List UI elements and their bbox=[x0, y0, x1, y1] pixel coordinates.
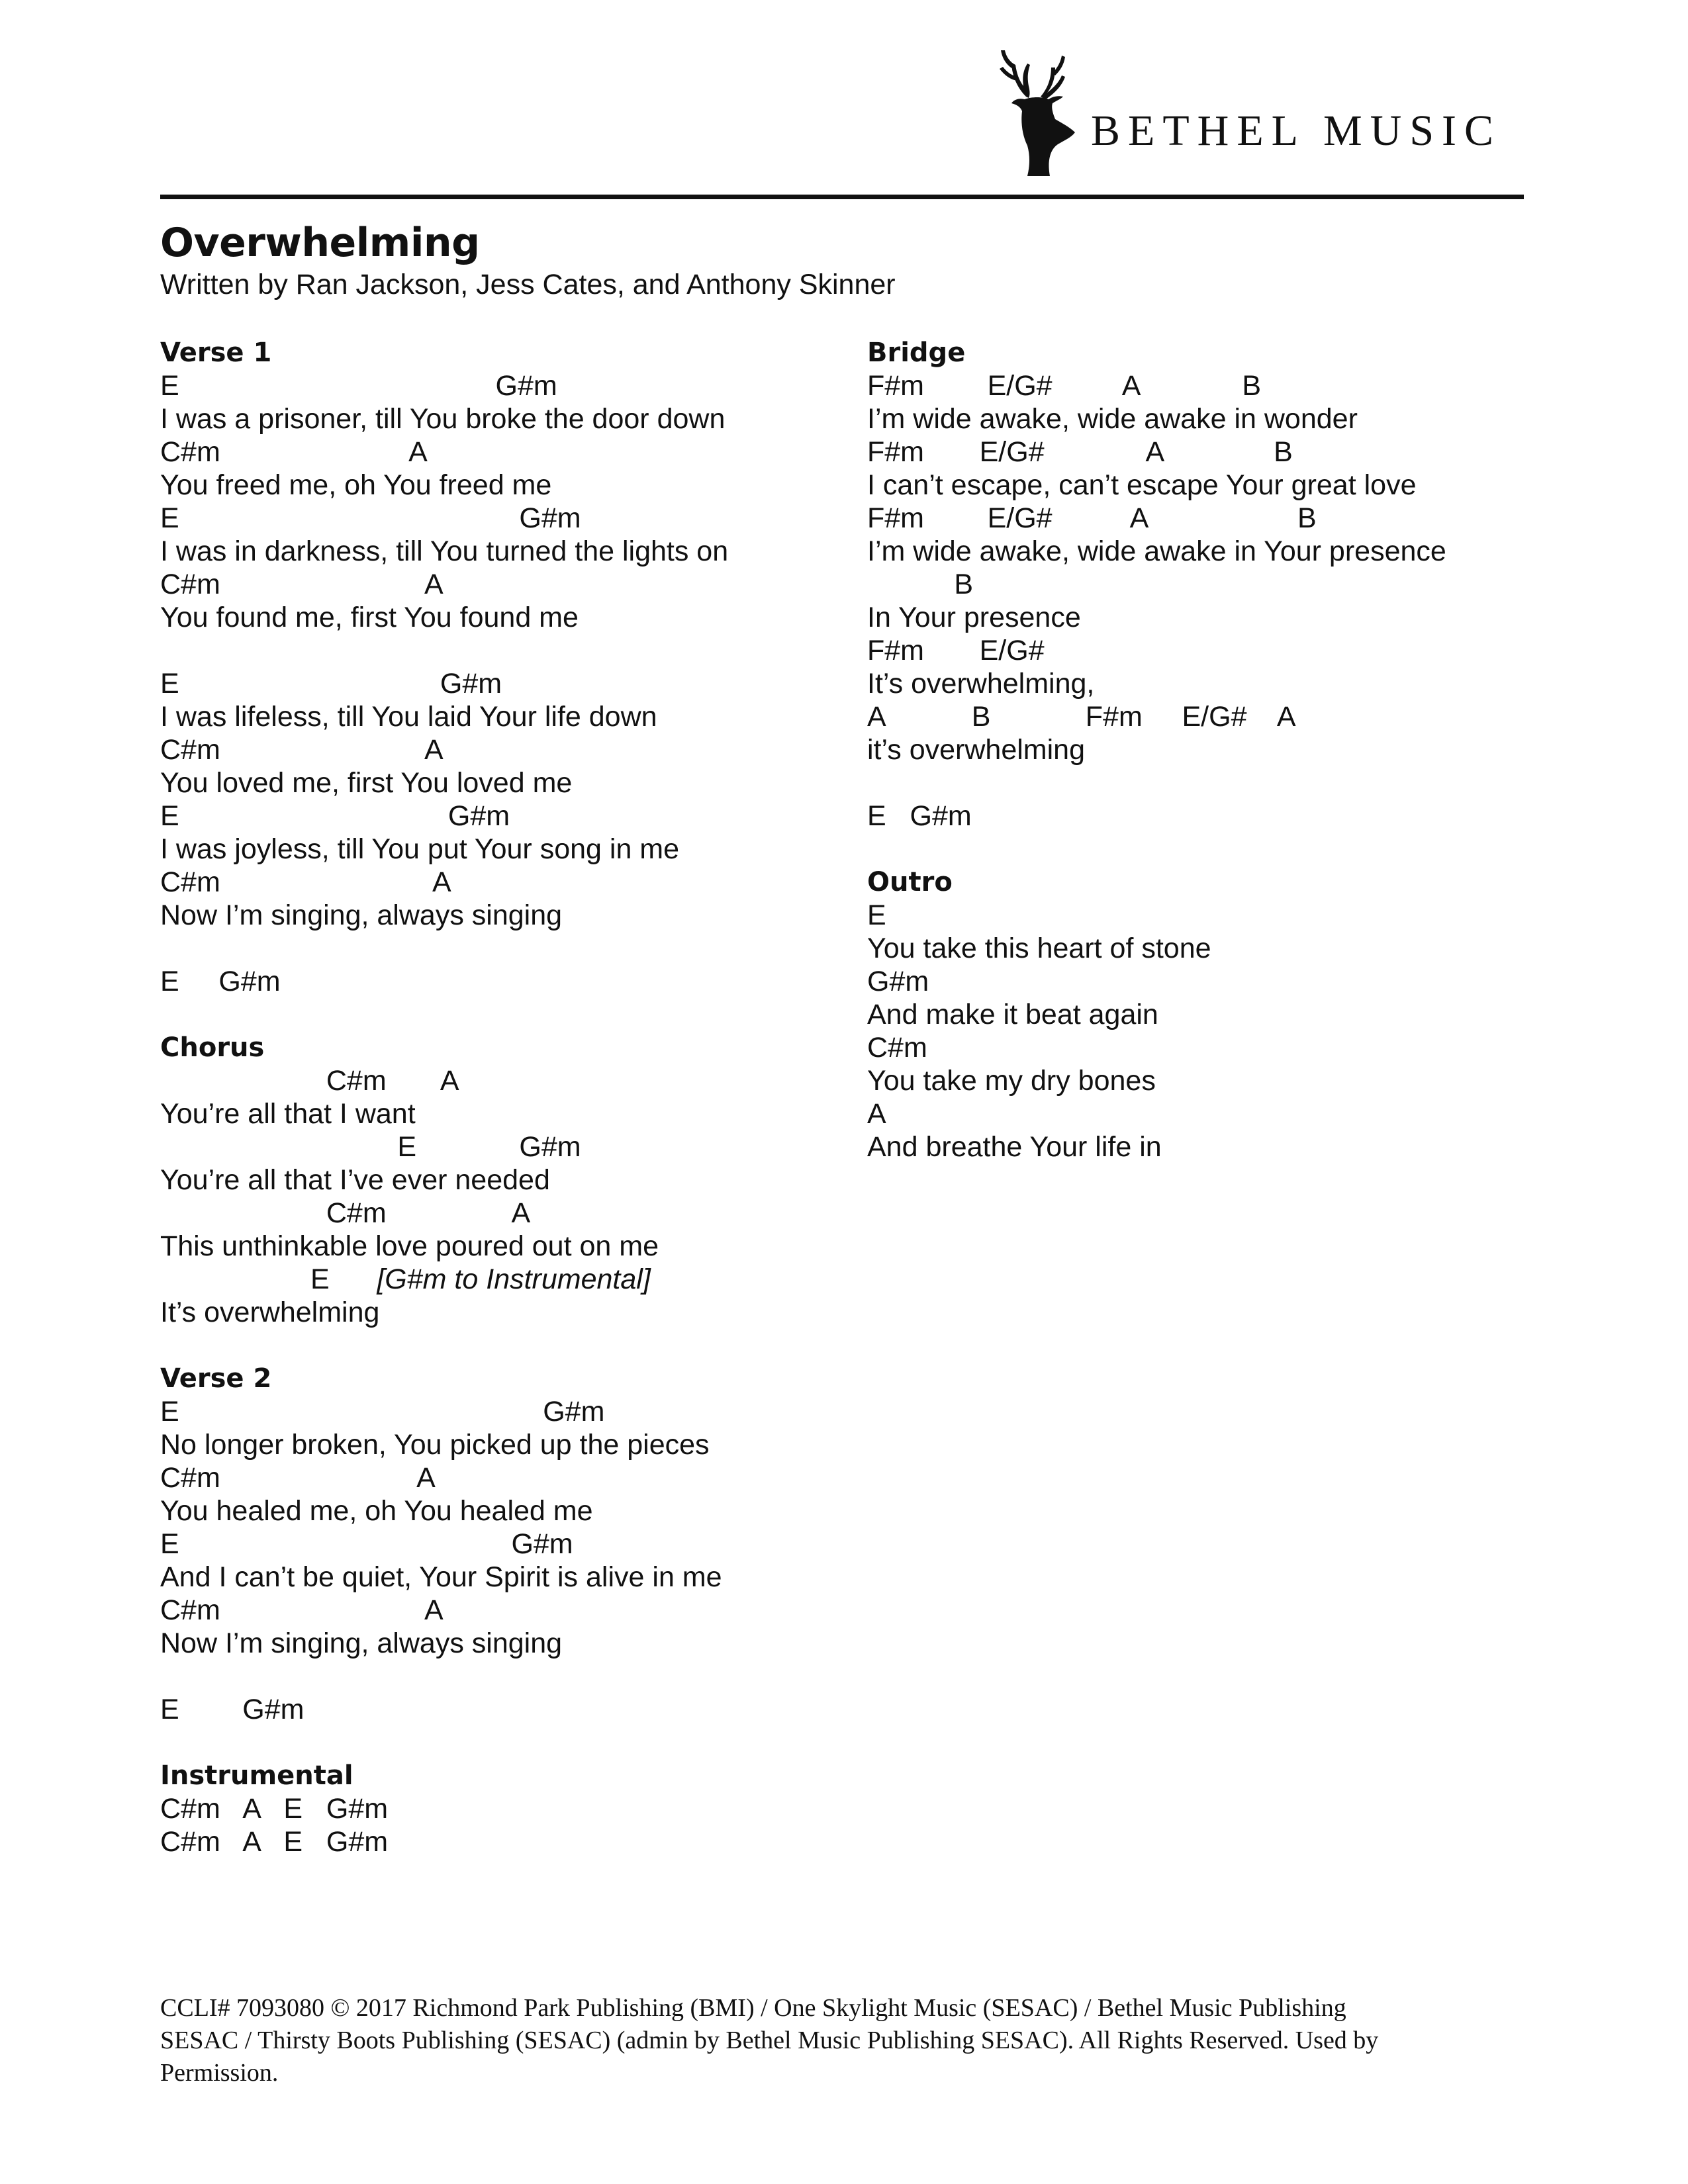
chord-line: E G#m bbox=[160, 1131, 581, 1163]
lyric-line: I was a prisoner, till You broke the door down bbox=[160, 403, 726, 435]
chord-line: E G#m bbox=[160, 1528, 573, 1560]
cue-chord: E bbox=[160, 1263, 377, 1295]
chord-line: E G#m bbox=[160, 966, 281, 997]
brand-name: BETHEL MUSIC bbox=[1091, 107, 1502, 155]
song-writers: Written by Ran Jackson, Jess Cates, and Anthony Skinner bbox=[160, 269, 896, 300]
instrumental-cue-note: [G#m to Instrumental] bbox=[377, 1263, 651, 1295]
chord-line: C#m A bbox=[160, 1197, 531, 1229]
lyric-line: I was in darkness, till You turned the lights on bbox=[160, 535, 729, 567]
chord-line: F#m E/G# A B bbox=[867, 436, 1293, 468]
lyric-line: No longer broken, You picked up the pieces bbox=[160, 1429, 710, 1461]
chord-line: F#m E/G# bbox=[867, 635, 1045, 666]
footer-line: SESAC / Thirsty Boots Publishing (SESAC) (admin by Bethel Music Publishing SESAC). All Rights Reserved. Used by bbox=[160, 2026, 1379, 2054]
lyric-line: I can’t escape, can’t escape Your great love bbox=[867, 469, 1417, 501]
blank-line bbox=[160, 634, 822, 667]
chord-line: F#m E/G# A B bbox=[867, 502, 1317, 534]
lyric-line: You take my dry bones bbox=[867, 1065, 1156, 1097]
chord-line: C#m bbox=[867, 1032, 927, 1064]
chord-line: F#m E/G# A B bbox=[867, 370, 1262, 402]
lyric-line: Now I’m singing, always singing bbox=[160, 899, 563, 931]
lyric-line: I was lifeless, till You laid Your life down bbox=[160, 701, 657, 733]
right-column bbox=[867, 336, 1529, 1163]
deer-head-icon bbox=[986, 45, 1079, 177]
chord-line: C#m A E G#m bbox=[160, 1793, 389, 1825]
section-heading-verse-1: Verse 1 bbox=[160, 338, 272, 368]
lyric-line: And make it beat again bbox=[867, 999, 1158, 1030]
chord-line: C#m A bbox=[160, 1594, 444, 1626]
chord-line: C#m A bbox=[160, 734, 444, 766]
chord-line: C#m A bbox=[160, 1462, 436, 1494]
lyric-line: You take this heart of stone bbox=[867, 933, 1211, 964]
blank-line bbox=[160, 998, 822, 1031]
lyric-line: You freed me, oh You freed me bbox=[160, 469, 552, 501]
footer-line: Permission. bbox=[160, 2059, 279, 2087]
chord-line: E G#m bbox=[867, 800, 972, 832]
chord-line: C#m A bbox=[160, 866, 451, 898]
chord-line: A bbox=[867, 1098, 886, 1130]
song-title: Overwhelming bbox=[160, 220, 480, 266]
section-heading-outro: Outro bbox=[867, 867, 953, 897]
lyric-line: I’m wide awake, wide awake in wonder bbox=[867, 403, 1358, 435]
blank-line bbox=[160, 1660, 822, 1693]
chord-line: E G#m bbox=[160, 502, 581, 534]
blank-line bbox=[160, 932, 822, 965]
lyric-line: And breathe Your life in bbox=[867, 1131, 1162, 1163]
lyric-line: And I can’t be quiet, Your Spirit is alive in me bbox=[160, 1561, 722, 1593]
footer-line: CCLI# 7093080 © 2017 Richmond Park Publishing (BMI) / One Skylight Music (SESAC) / Bethel Music Publishing bbox=[160, 1994, 1346, 2022]
brand-logo bbox=[986, 45, 1536, 177]
lyric-line: I was joyless, till You put Your song in me bbox=[160, 833, 680, 865]
section-heading-chorus: Chorus bbox=[160, 1032, 265, 1063]
chord-line: G#m bbox=[867, 966, 929, 997]
chord-line: C#m A E G#m bbox=[160, 1826, 389, 1858]
blank-line bbox=[867, 833, 1529, 866]
blank-line bbox=[867, 766, 1529, 799]
chord-line: E G#m bbox=[160, 668, 502, 700]
left-column bbox=[160, 336, 822, 1858]
blank-line bbox=[160, 1329, 822, 1362]
section-heading-instrumental: Instrumental bbox=[160, 1760, 353, 1791]
lyric-line: This unthinkable love poured out on me bbox=[160, 1230, 659, 1262]
lyric-line: You loved me, first You loved me bbox=[160, 767, 573, 799]
header-divider bbox=[160, 195, 1524, 199]
chord-line: C#m A bbox=[160, 1065, 459, 1097]
lyric-line: You’re all that I want bbox=[160, 1098, 416, 1130]
chord-line: B bbox=[867, 569, 974, 600]
lyric-line: In Your presence bbox=[867, 602, 1081, 633]
chord-line: E G#m bbox=[160, 1694, 305, 1725]
lyric-line: Now I’m singing, always singing bbox=[160, 1627, 563, 1659]
chord-line: C#m A bbox=[160, 436, 428, 468]
chord-line: E bbox=[867, 899, 886, 931]
chord-line: C#m A bbox=[160, 569, 444, 600]
lyric-line: It’s overwhelming, bbox=[867, 668, 1095, 700]
chord-line: E G#m bbox=[160, 1396, 605, 1428]
lyric-line: You’re all that I’ve ever needed bbox=[160, 1164, 550, 1196]
chord-line: E G#m bbox=[160, 800, 510, 832]
chord-line: A B F#m E/G# A bbox=[867, 701, 1296, 733]
chord-line: E G#m bbox=[160, 370, 557, 402]
blank-line bbox=[160, 1726, 822, 1759]
chord-line-with-cue bbox=[160, 1263, 822, 1296]
lyric-line: You found me, first You found me bbox=[160, 602, 579, 633]
lyric-line: It’s overwhelming bbox=[160, 1297, 380, 1328]
lyric-line: You healed me, oh You healed me bbox=[160, 1495, 593, 1527]
section-heading-bridge: Bridge bbox=[867, 338, 966, 368]
section-heading-verse-2: Verse 2 bbox=[160, 1363, 272, 1394]
lyric-line: I’m wide awake, wide awake in Your presence bbox=[867, 535, 1446, 567]
copyright-footer bbox=[160, 1992, 1524, 2089]
lyric-line: it’s overwhelming bbox=[867, 734, 1086, 766]
